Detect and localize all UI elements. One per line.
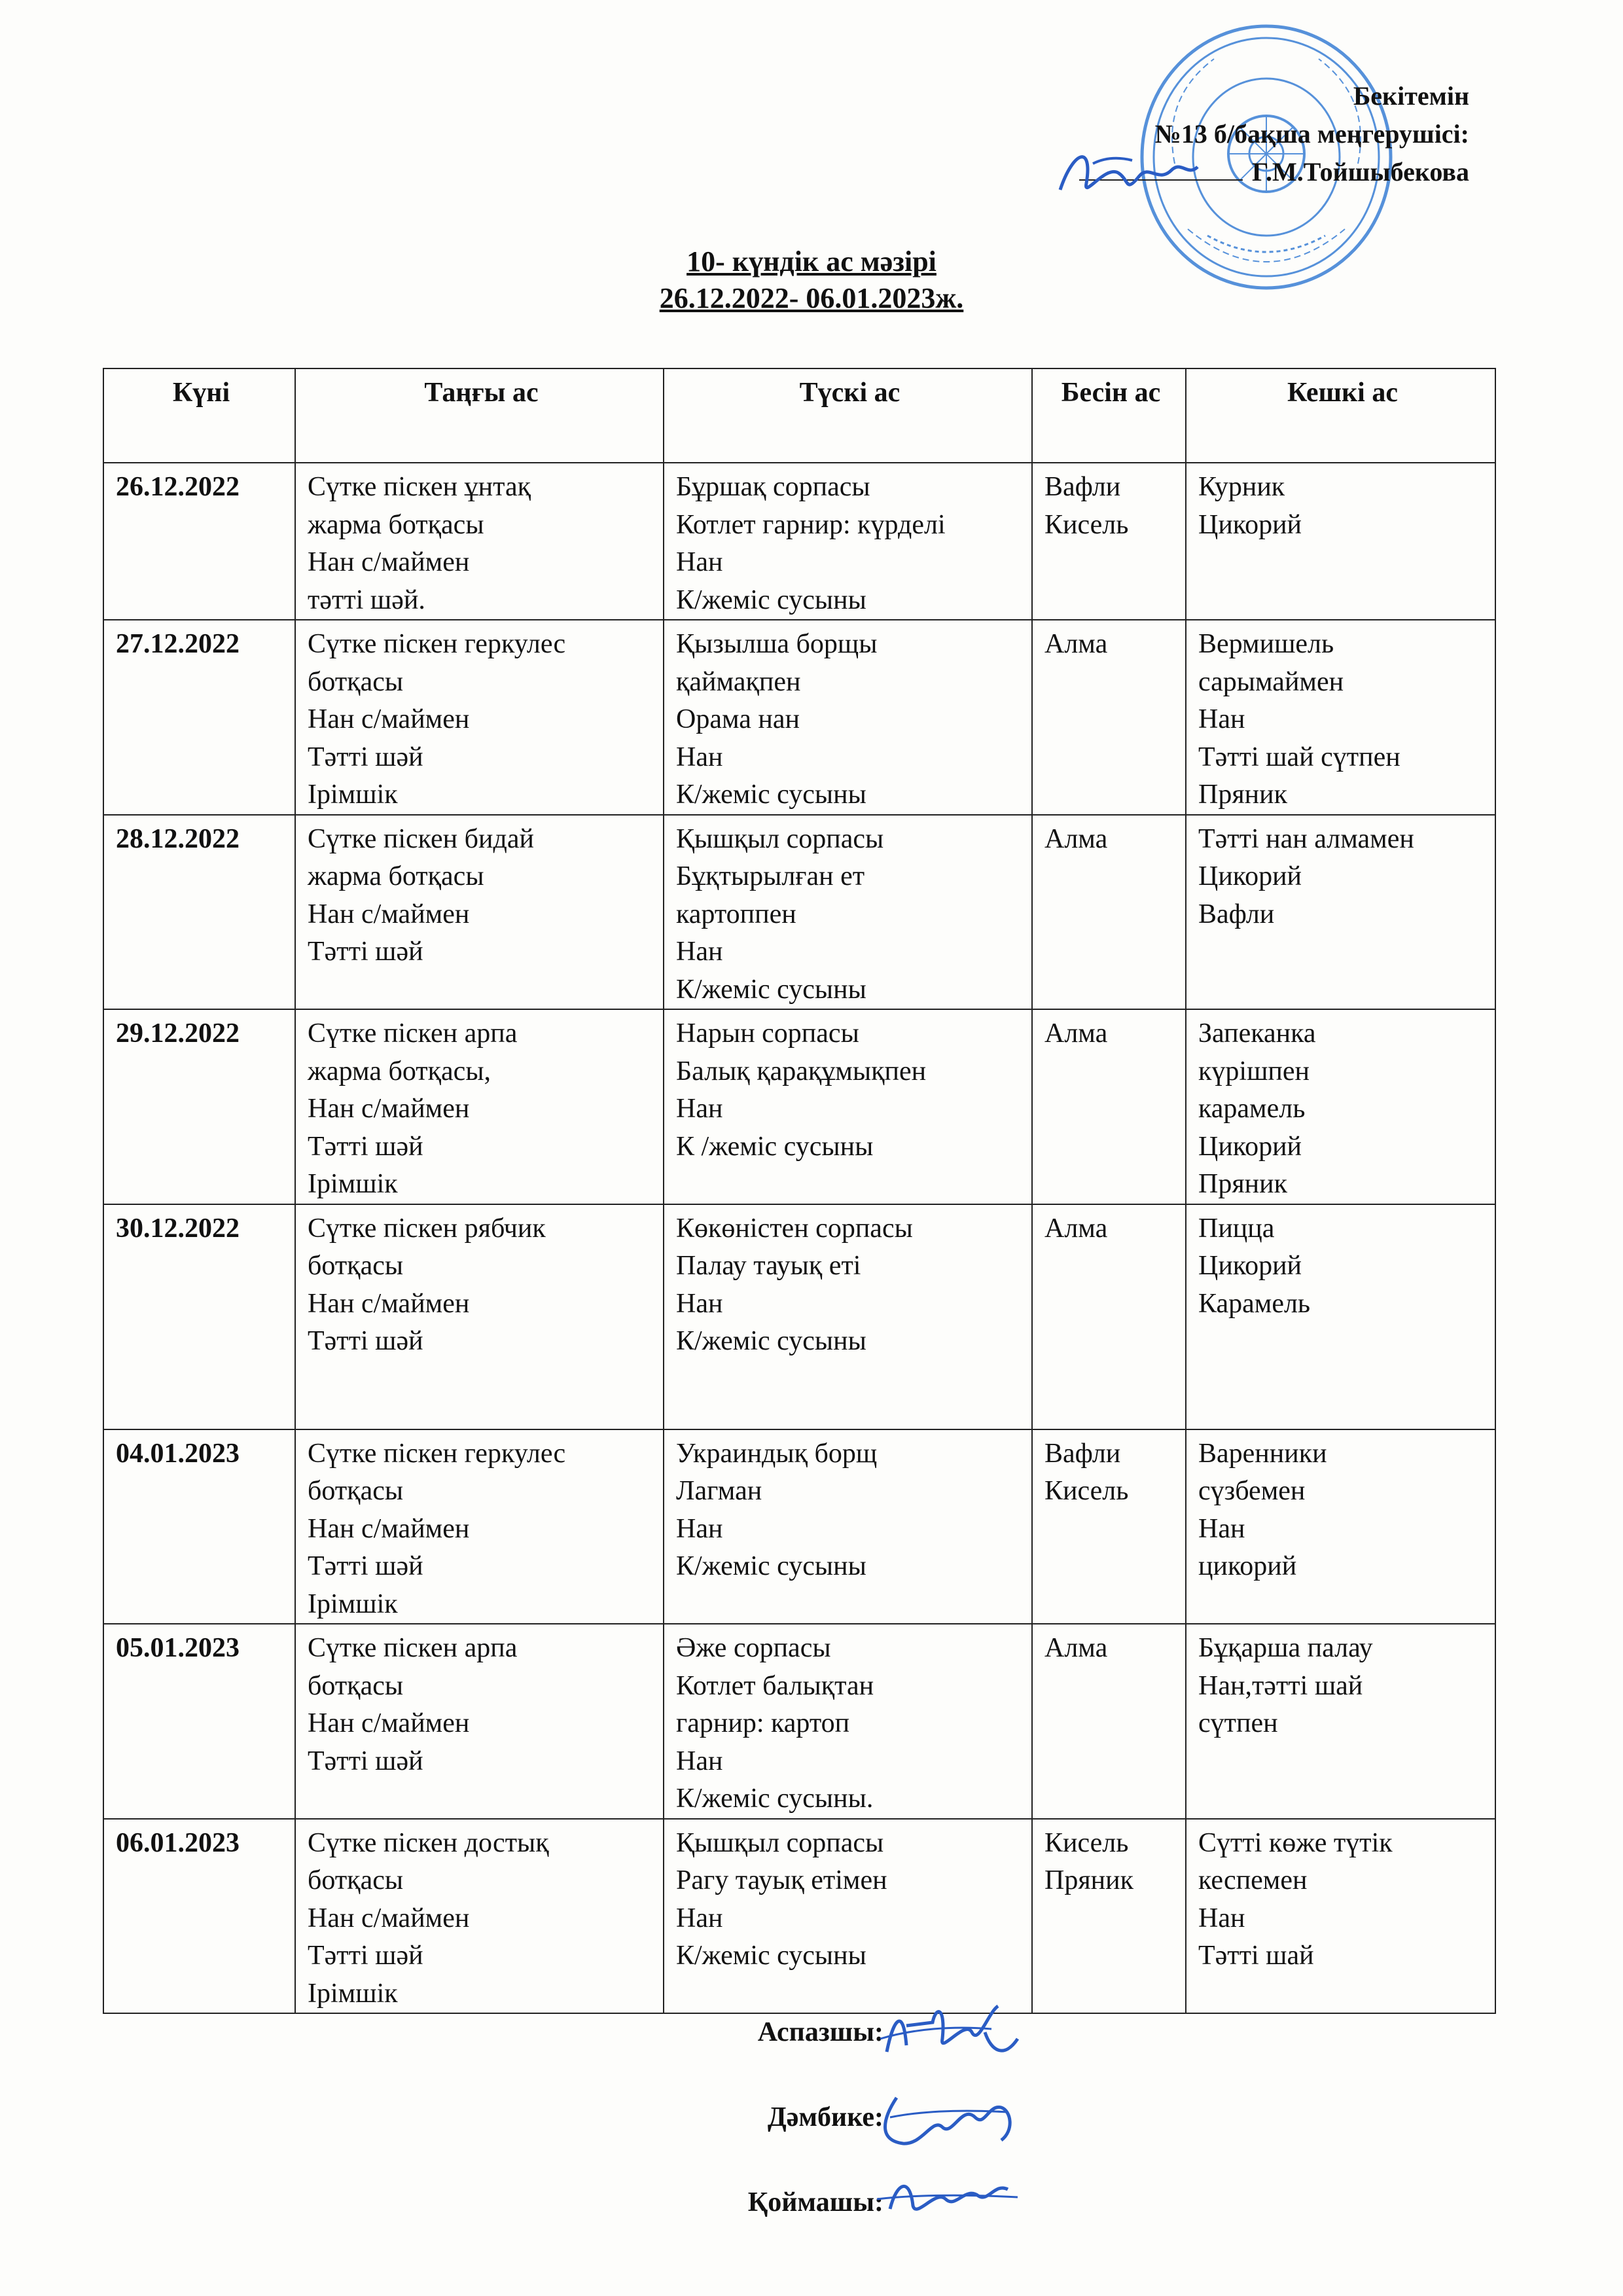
cell-date: 04.01.2023 xyxy=(103,1429,295,1624)
lunch-item: Нан xyxy=(676,1513,723,1544)
breakfast-item: ботқасы xyxy=(308,1251,404,1281)
dinner-item: Нан xyxy=(1198,1903,1245,1933)
cell-snack xyxy=(1032,1009,1186,1204)
lunch-item: Нан xyxy=(676,1094,723,1124)
dinner-item: Нан xyxy=(1198,704,1245,734)
cell-date: 26.12.2022 xyxy=(103,463,295,620)
cook-label: Аспазшы: xyxy=(757,2017,883,2047)
cell-date: 27.12.2022 xyxy=(103,620,295,815)
approval-heading: Бекітемін xyxy=(1353,81,1469,111)
dinner-item: Тәтті шай сүтпен xyxy=(1198,742,1400,772)
lunch-item: Рагу тауық етімен xyxy=(676,1865,887,1895)
lunch-item: Қызылша борщы xyxy=(676,629,878,659)
dinner-item: Пицца xyxy=(1198,1213,1275,1244)
dinner-item: Вермишель xyxy=(1198,629,1334,659)
cell-date: 30.12.2022 xyxy=(103,1204,295,1429)
table-row xyxy=(103,815,1495,1010)
dinner-item: Курник xyxy=(1198,472,1285,502)
breakfast-item: жарма ботқасы, xyxy=(308,1056,491,1086)
menu-title: 10- күндік ас мәзірі xyxy=(687,245,936,278)
table-row xyxy=(103,620,1495,815)
menu-table xyxy=(103,368,1496,2014)
cell-breakfast xyxy=(295,1204,664,1429)
cell-lunch xyxy=(664,1819,1032,2014)
lunch-item: Қышқыл сорпасы xyxy=(676,1827,884,1858)
document-title xyxy=(0,243,1623,317)
lunch-item: К/жеміс сусыны xyxy=(676,974,866,1005)
snack-item: Алма xyxy=(1044,823,1108,854)
lunch-item: Украиндық борщ xyxy=(676,1438,878,1469)
dinner-item: Цикорий xyxy=(1198,509,1302,540)
breakfast-item: тәтті шәй. xyxy=(308,584,425,615)
cell-snack xyxy=(1032,1624,1186,1819)
breakfast-item: Сүтке піскен рябчик xyxy=(308,1213,546,1244)
header-snack: Бесін ас xyxy=(1032,368,1186,463)
dinner-item: Цикорий xyxy=(1198,861,1302,891)
breakfast-item: Сүтке піскен бидай xyxy=(308,823,534,854)
breakfast-item: ботқасы xyxy=(308,1670,404,1701)
breakfast-item: Сүтке піскен геркулес xyxy=(308,1438,566,1469)
lunch-item: Бұқтырылған ет xyxy=(676,861,865,891)
lunch-item: К/жеміс сусыны xyxy=(676,780,866,810)
cell-dinner xyxy=(1186,463,1495,620)
cell-dinner xyxy=(1186,1429,1495,1624)
table-row xyxy=(103,463,1495,620)
table-row xyxy=(103,1429,1495,1624)
table-row xyxy=(103,1819,1495,2014)
cell-snack xyxy=(1032,620,1186,815)
lunch-item: Котлет балықтан xyxy=(676,1670,874,1701)
cell-dinner xyxy=(1186,620,1495,815)
cell-breakfast xyxy=(295,815,664,1010)
snack-item: Пряник xyxy=(1044,1865,1134,1895)
lunch-item: Көкөністен сорпасы xyxy=(676,1213,913,1244)
dinner-item: Пряник xyxy=(1198,780,1288,810)
cell-lunch xyxy=(664,620,1032,815)
breakfast-item: Сүтке піскен достық xyxy=(308,1827,549,1858)
dinner-item: күрішпен xyxy=(1198,1056,1310,1086)
breakfast-item: ботқасы xyxy=(308,1476,404,1506)
breakfast-item: Тәтті шәй xyxy=(308,1746,423,1776)
breakfast-item: Тәтті шәй xyxy=(308,742,423,772)
table-body xyxy=(103,463,1495,2013)
breakfast-item: Нан с/маймен xyxy=(308,1903,470,1933)
cell-date: 05.01.2023 xyxy=(103,1624,295,1819)
dinner-item: Пряник xyxy=(1198,1169,1288,1199)
breakfast-item: Ірімшік xyxy=(308,780,398,810)
cell-breakfast xyxy=(295,463,664,620)
dinner-item: цикорий xyxy=(1198,1551,1297,1581)
lunch-item: Лагман xyxy=(676,1476,762,1506)
breakfast-item: ботқасы xyxy=(308,1865,404,1895)
lunch-item: Нан xyxy=(676,1746,723,1776)
cell-snack xyxy=(1032,815,1186,1010)
table-row xyxy=(103,1009,1495,1204)
lunch-item: Нан xyxy=(676,1288,723,1319)
cell-dinner xyxy=(1186,1009,1495,1204)
cell-date: 06.01.2023 xyxy=(103,1819,295,2014)
cell-lunch xyxy=(664,1009,1032,1204)
breakfast-item: Ірімшік xyxy=(308,1588,398,1619)
cell-dinner xyxy=(1186,1204,1495,1429)
cell-breakfast xyxy=(295,1624,664,1819)
nanny-label: Дәмбике: xyxy=(767,2102,883,2132)
lunch-item: К/жеміс сусыны xyxy=(676,1551,866,1581)
cell-snack xyxy=(1032,1429,1186,1624)
breakfast-item: Нан с/маймен xyxy=(308,1708,470,1738)
snack-item: Вафли xyxy=(1044,1438,1121,1469)
approval-position: №13 б/бақша меңгерушісі: xyxy=(1154,119,1469,149)
breakfast-item: жарма ботқасы xyxy=(308,861,484,891)
cell-snack xyxy=(1032,1819,1186,2014)
cell-lunch xyxy=(664,463,1032,620)
breakfast-item: Тәтті шәй xyxy=(308,1326,423,1356)
staff-signatures xyxy=(687,2009,883,2265)
snack-item: Алма xyxy=(1044,629,1108,659)
cell-lunch xyxy=(664,815,1032,1010)
snack-item: Алма xyxy=(1044,1018,1108,1049)
cell-lunch xyxy=(664,1429,1032,1624)
breakfast-item: Сүтке піскен арпа xyxy=(308,1018,518,1049)
dinner-item: сарымаймен xyxy=(1198,666,1344,697)
nanny-signature xyxy=(870,2078,1021,2157)
dinner-item: Запеканка xyxy=(1198,1018,1316,1049)
breakfast-item: Нан с/маймен xyxy=(308,547,470,577)
cell-lunch xyxy=(664,1624,1032,1819)
lunch-item: Нарын сорпасы xyxy=(676,1018,859,1049)
lunch-item: Балық қарақұмықпен xyxy=(676,1056,927,1086)
table-header-row xyxy=(103,368,1495,463)
cell-snack xyxy=(1032,463,1186,620)
lunch-item: К/жеміс сусыны. xyxy=(676,1784,874,1814)
dinner-item: Цикорий xyxy=(1198,1251,1302,1281)
dinner-item: карамель xyxy=(1198,1094,1306,1124)
dinner-item: Нан,тәтті шай xyxy=(1198,1670,1363,1701)
breakfast-item: Тәтті шәй xyxy=(308,937,423,967)
menu-date-range: 26.12.2022- 06.01.2023ж. xyxy=(659,282,964,314)
cell-breakfast xyxy=(295,1819,664,2014)
approval-name: Г.М.Тойшыбекова xyxy=(1252,157,1469,187)
table-row xyxy=(103,1624,1495,1819)
dinner-item: Вафли xyxy=(1198,899,1275,929)
breakfast-item: Сүтке піскен ұнтақ xyxy=(308,472,531,502)
cell-breakfast xyxy=(295,1429,664,1624)
breakfast-item: Нан с/маймен xyxy=(308,1288,470,1319)
breakfast-item: Тәтті шәй xyxy=(308,1941,423,1971)
lunch-item: Бұршақ сорпасы xyxy=(676,472,870,502)
cell-dinner xyxy=(1186,1624,1495,1819)
lunch-item: Орама нан xyxy=(676,704,800,734)
cell-breakfast xyxy=(295,620,664,815)
breakfast-item: Нан с/маймен xyxy=(308,1094,470,1124)
breakfast-item: Ірімшік xyxy=(308,1978,398,2009)
breakfast-item: Нан с/маймен xyxy=(308,704,470,734)
cell-date: 29.12.2022 xyxy=(103,1009,295,1204)
breakfast-item: Нан с/маймен xyxy=(308,1513,470,1544)
breakfast-item: Тәтті шәй xyxy=(308,1551,423,1581)
dinner-item: Тәтті шай xyxy=(1198,1941,1314,1971)
lunch-item: Нан xyxy=(676,937,723,967)
cell-lunch xyxy=(664,1204,1032,1429)
header-breakfast: Таңғы ас xyxy=(295,368,664,463)
breakfast-item: Сүтке піскен арпа xyxy=(308,1633,518,1663)
lunch-item: Нан xyxy=(676,1903,723,1933)
breakfast-item: Тәтті шәй xyxy=(308,1131,423,1162)
lunch-item: К /жеміс сусыны xyxy=(676,1131,874,1162)
lunch-item: Палау тауық еті xyxy=(676,1251,861,1281)
snack-item: Кисель xyxy=(1044,1476,1129,1506)
dinner-item: Тәтті нан алмамен xyxy=(1198,823,1414,854)
dinner-item: Нан xyxy=(1198,1513,1245,1544)
lunch-item: картоппен xyxy=(676,899,796,929)
breakfast-item: ботқасы xyxy=(308,666,404,697)
lunch-item: Нан xyxy=(676,742,723,772)
lunch-item: Әже сорпасы xyxy=(676,1633,831,1663)
dinner-item: кеспемен xyxy=(1198,1865,1308,1895)
lunch-item: Котлет гарнир: күрделі xyxy=(676,509,946,540)
dinner-item: Цикорий xyxy=(1198,1131,1302,1162)
lunch-item: Қышқыл сорпасы xyxy=(676,823,884,854)
snack-item: Кисель xyxy=(1044,1827,1129,1858)
storekeeper-signature xyxy=(870,2157,1021,2235)
dinner-item: сүтпен xyxy=(1198,1708,1278,1738)
header-day: Күні xyxy=(103,368,295,463)
snack-item: Кисель xyxy=(1044,509,1129,540)
cell-snack xyxy=(1032,1204,1186,1429)
dinner-item: сүзбемен xyxy=(1198,1476,1306,1506)
lunch-item: қаймақпен xyxy=(676,666,801,697)
breakfast-item: Нан с/маймен xyxy=(308,899,470,929)
lunch-item: гарнир: картоп xyxy=(676,1708,850,1738)
header-lunch: Түскі ас xyxy=(664,368,1032,463)
snack-item: Алма xyxy=(1044,1633,1108,1663)
header-dinner: Кешкі ас xyxy=(1186,368,1495,463)
storekeeper-label: Қоймашы: xyxy=(747,2187,883,2217)
cook-signature xyxy=(874,1993,1024,2072)
head-signature xyxy=(1047,137,1204,209)
cell-breakfast xyxy=(295,1009,664,1204)
cell-dinner xyxy=(1186,815,1495,1010)
lunch-item: К/жеміс сусыны xyxy=(676,1941,866,1971)
breakfast-item: Сүтке піскен геркулес xyxy=(308,629,566,659)
lunch-item: Нан xyxy=(676,547,723,577)
breakfast-item: жарма ботқасы xyxy=(308,509,484,540)
breakfast-item: Ірімшік xyxy=(308,1169,398,1199)
dinner-item: Карамель xyxy=(1198,1288,1311,1319)
snack-item: Вафли xyxy=(1044,472,1121,502)
cell-date: 28.12.2022 xyxy=(103,815,295,1010)
dinner-item: Сүтті көже түтік xyxy=(1198,1827,1393,1858)
lunch-item: К/жеміс сусыны xyxy=(676,1326,866,1356)
dinner-item: Варенники xyxy=(1198,1438,1327,1469)
cell-dinner xyxy=(1186,1819,1495,2014)
snack-item: Алма xyxy=(1044,1213,1108,1244)
dinner-item: Бұқарша палау xyxy=(1198,1633,1373,1663)
table-row xyxy=(103,1204,1495,1429)
lunch-item: К/жеміс сусыны xyxy=(676,584,866,615)
